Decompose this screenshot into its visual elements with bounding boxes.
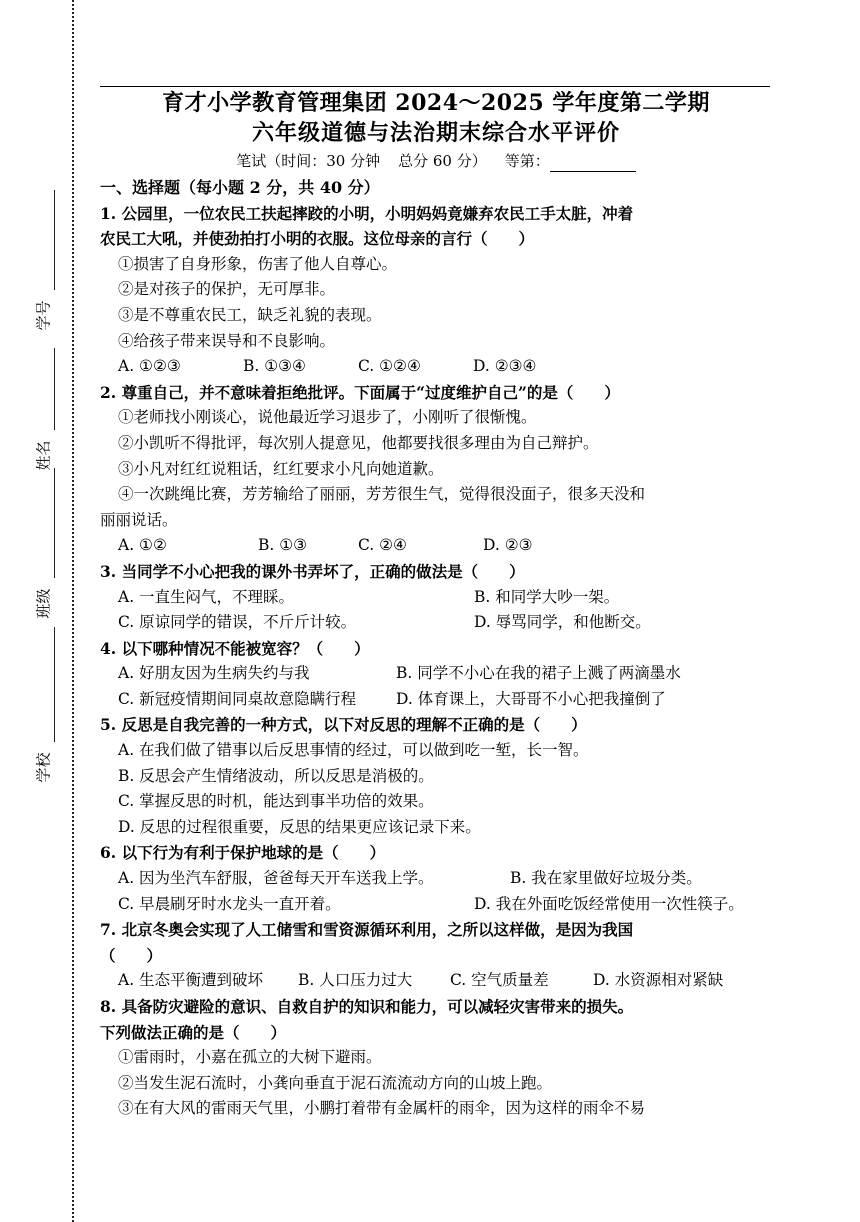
question-3-choices-row1 bbox=[100, 585, 772, 611]
question-4-choice-a[interactable]: A. 好朋友因为生病失约与我 bbox=[118, 664, 310, 683]
question-2-choice-a[interactable]: A. ①② bbox=[118, 536, 167, 555]
name-label: 姓名 bbox=[34, 439, 53, 471]
question-1-choice-b[interactable]: B. ①③④ bbox=[243, 357, 306, 376]
question-6-choices-row1 bbox=[100, 866, 772, 892]
student-id-label: 学号 bbox=[34, 299, 53, 331]
question-6-choices-row2 bbox=[100, 892, 772, 918]
question-4-choice-d[interactable]: D. 体育课上，大哥哥不小心把我撞倒了 bbox=[396, 689, 666, 708]
question-1-stem-line1: 1. 公园里，一位农民工扶起摔跤的小明，小明妈妈竟嫌弃农民工手太脏，冲着 bbox=[100, 203, 634, 223]
question-1-statement-4: ④给孩子带来误导和不良影响。 bbox=[118, 331, 336, 350]
exam-total-score: 总分 60 分） bbox=[398, 152, 487, 170]
question-5-stem: 5. 反思是自我完善的一种方式，以下对反思的理解不正确的是（ ） bbox=[100, 715, 587, 735]
question-1-choice-c[interactable]: C. ①②④ bbox=[358, 357, 421, 376]
question-1-statement-1: ①损害了自身形象，伤害了他人自尊心。 bbox=[118, 254, 398, 273]
grade-label: 等第： bbox=[504, 152, 550, 170]
binding-dotted-line bbox=[72, 0, 74, 1222]
question-1-stem-line2: 农民工大吼，并使劲拍打小明的衣服。这位母亲的言行（ ） bbox=[100, 229, 535, 249]
question-7-choice-c[interactable]: C. 空气质量差 bbox=[450, 971, 549, 990]
question-1-statement-2: ②是对孩子的保护，无可厚非。 bbox=[118, 280, 336, 299]
question-2-choice-b[interactable]: B. ①③ bbox=[258, 536, 308, 555]
question-2-choices bbox=[100, 533, 772, 559]
question-1-statement-3: ③是不尊重农民工，缺乏礼貌的表现。 bbox=[118, 305, 382, 324]
question-8-statement-1: ①雷雨时，小嘉在孤立的大树下避雨。 bbox=[118, 1048, 382, 1067]
question-5-choice-c[interactable]: C. 掌握反思的时机，能达到事半功倍的效果。 bbox=[118, 792, 434, 811]
question-7-stem-line2: （ ） bbox=[100, 945, 163, 965]
question-6-choice-b[interactable]: B. 我在家里做好垃圾分类。 bbox=[510, 869, 702, 888]
grade-blank[interactable] bbox=[550, 155, 636, 172]
question-2-statement-1: ①老师找小刚谈心，说他最近学习退步了，小刚听了很惭愧。 bbox=[118, 408, 537, 427]
question-3-choice-d[interactable]: D. 辱骂同学，和他断交。 bbox=[474, 613, 651, 632]
question-5-choice-b[interactable]: B. 反思会产生情绪波动，所以反思是消极的。 bbox=[118, 766, 434, 785]
question-6-stem: 6. 以下行为有利于保护地球的是（ ） bbox=[100, 843, 386, 863]
question-8-stem-line1: 8. 具备防灾避险的意识、自救自护的知识和能力，可以减轻灾害带来的损失。 bbox=[100, 997, 634, 1016]
question-4-choice-b[interactable]: B. 同学不小心在我的裙子上溅了两滴墨水 bbox=[396, 664, 681, 683]
question-6-choice-c[interactable]: C. 早晨刷牙时水龙头一直开着。 bbox=[118, 894, 341, 913]
question-3-stem: 3. 当同学不小心把我的课外书弄坏了，正确的做法是（ ） bbox=[100, 561, 525, 581]
section-title: 一、选择题（每小题 2 分，共 40 分） bbox=[100, 178, 380, 197]
question-2-stem: 2. 尊重自己，并不意味着拒绝批评。下面属于“过度维护自己”的是（ ） bbox=[100, 382, 620, 402]
question-7-choice-b[interactable]: B. 人口压力过大 bbox=[298, 971, 413, 990]
exam-time: 笔试（时间：30 分钟 bbox=[236, 152, 381, 170]
question-2-statement-2: ②小凯听不得批评，每次别人提意见，他都要找很多理由为自己辩护。 bbox=[118, 433, 599, 452]
question-3-choice-a[interactable]: A. 一直生闷气，不理睬。 bbox=[118, 587, 295, 606]
name-underline bbox=[54, 348, 55, 430]
question-8-stem-line2: 下列做法正确的是（ ） bbox=[100, 1022, 287, 1042]
question-7-choice-d[interactable]: D. 水资源相对紧缺 bbox=[593, 971, 724, 990]
question-2-choice-c[interactable]: C. ②④ bbox=[358, 536, 407, 555]
class-underline bbox=[54, 468, 55, 578]
question-5-choice-a[interactable]: A. 在我们做了错事以后反思事情的经过，可以做到吃一堑，长一智。 bbox=[118, 741, 589, 760]
student-id-underline bbox=[54, 190, 55, 290]
question-4-choices-row1 bbox=[100, 661, 772, 687]
question-7-stem-line1: 7. 北京冬奥会实现了人工储雪和雪资源循环利用，之所以这样做，是因为我国 bbox=[100, 920, 634, 940]
exam-subject-title: 六年级道德与法治期末综合水平评价 bbox=[251, 120, 620, 146]
question-3-choices-row2 bbox=[100, 610, 772, 636]
question-6-choice-a[interactable]: A. 因为坐汽车舒服，爸爸每天开车送我上学。 bbox=[118, 869, 434, 888]
question-7-choices bbox=[100, 968, 772, 994]
class-label: 班级 bbox=[34, 587, 53, 619]
exam-info bbox=[100, 150, 772, 172]
question-3-choice-b[interactable]: B. 和同学大吵一架。 bbox=[474, 587, 620, 606]
question-4-choices-row2 bbox=[100, 687, 772, 713]
school-underline bbox=[54, 627, 55, 742]
exam-title: 育才小学教育管理集团 2024～2025 学年度第二学期 bbox=[162, 90, 710, 116]
question-8-statement-2: ②当发生泥石流时，小龚向垂直于泥石流流动方向的山坡上跑。 bbox=[118, 1073, 553, 1092]
question-8-statement-3: ③在有大风的雷雨天气里，小鹏打着带有金属杆的雨伞，因为这样的雨伞不易 bbox=[118, 1099, 646, 1118]
question-2-statement-4-line1: ④一次跳绳比赛，芳芳输给了丽丽，芳芳很生气，觉得很没面子，很多天没和 bbox=[118, 485, 646, 504]
header-rule bbox=[100, 86, 770, 87]
school-label: 学校 bbox=[34, 751, 53, 783]
question-7-choice-a[interactable]: A. 生态平衡遭到破坏 bbox=[118, 971, 264, 990]
question-2-statement-4-line2: 丽丽说话。 bbox=[100, 510, 178, 529]
question-4-stem: 4. 以下哪种情况不能被宽容？（ ） bbox=[100, 638, 370, 658]
question-2-choice-d[interactable]: D. ②③ bbox=[483, 536, 533, 555]
question-6-choice-d[interactable]: D. 我在外面吃饭经常使用一次性筷子。 bbox=[474, 894, 744, 913]
question-1-choices bbox=[100, 354, 772, 380]
question-2-statement-3: ③小凡对红红说粗话，红红要求小凡向她道歉。 bbox=[118, 459, 444, 478]
exam-content bbox=[100, 175, 772, 1122]
question-5-choice-d[interactable]: D. 反思的过程很重要，反思的结果更应该记录下来。 bbox=[118, 817, 481, 836]
question-4-choice-c[interactable]: C. 新冠疫情期间同桌故意隐瞒行程 bbox=[118, 689, 357, 708]
question-1-choice-a[interactable]: A. ①②③ bbox=[118, 357, 181, 376]
question-1-choice-d[interactable]: D. ②③④ bbox=[473, 357, 537, 376]
question-3-choice-c[interactable]: C. 原谅同学的错误，不斤斤计较。 bbox=[118, 613, 357, 632]
